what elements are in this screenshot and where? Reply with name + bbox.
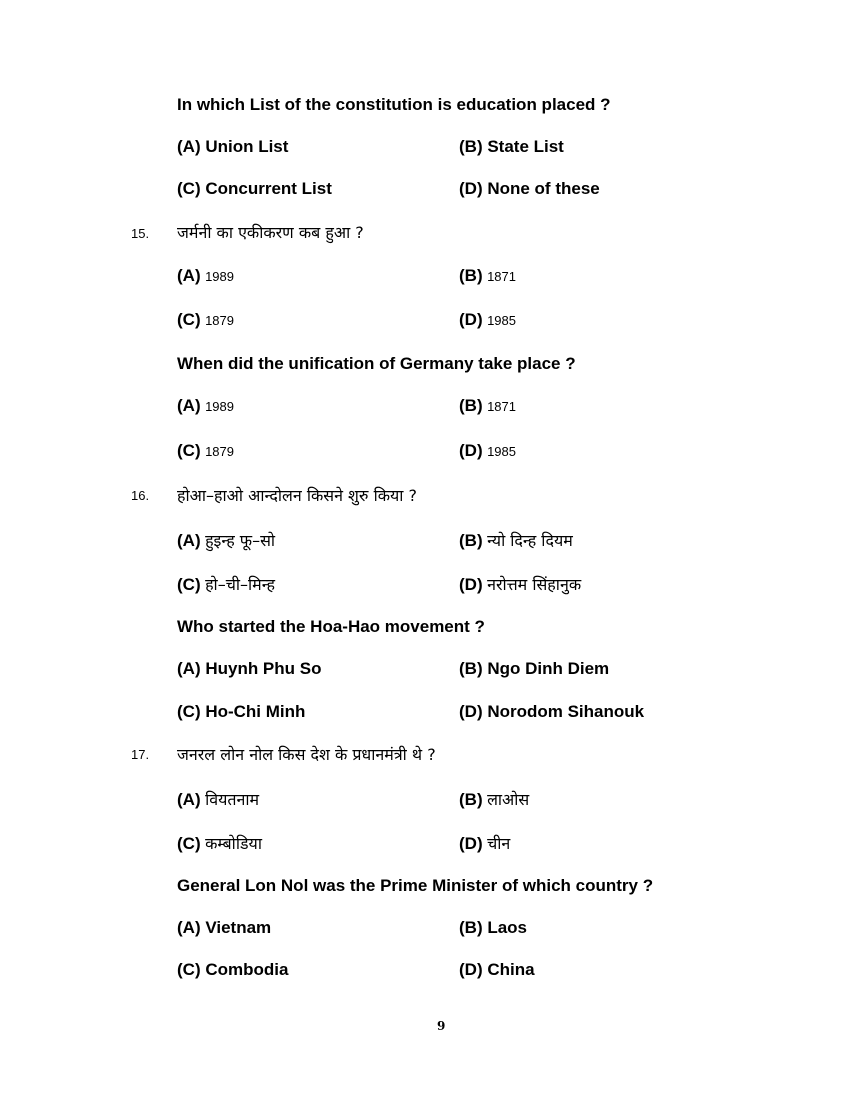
option-text: हुइन्ह फू–सो xyxy=(205,531,276,550)
q14-question-en: In which List of the constitution is education placed ? xyxy=(177,95,611,114)
q17-option-b-hi xyxy=(459,788,529,810)
q16-option-b-hi xyxy=(459,529,573,551)
q16-option-a-hi xyxy=(177,529,275,551)
q17-question-en: General Lon Nol was the Prime Minister of which country ? xyxy=(177,876,654,895)
option-label: (B) xyxy=(459,531,483,550)
option-text: 1871 xyxy=(487,269,516,284)
option-text: न्यो दिन्ह दियम xyxy=(487,531,573,550)
q15-option-a-hi xyxy=(177,266,234,286)
option-label: (C) xyxy=(177,441,201,460)
option-label: (C) xyxy=(177,575,201,594)
q15-option-c-en xyxy=(177,441,234,461)
q17-option-d-hi xyxy=(459,832,510,854)
q17-option-c-hi xyxy=(177,832,262,854)
option-label: (B) xyxy=(459,266,483,285)
option-label: (C) xyxy=(177,310,201,329)
q14-option-b-en: (B) State List xyxy=(459,137,564,156)
option-label: (D) xyxy=(459,441,483,460)
option-label: (D) xyxy=(459,834,483,853)
option-text: 1989 xyxy=(205,399,234,414)
option-label: (C) xyxy=(177,834,201,853)
option-text: चीन xyxy=(487,834,511,853)
q17-option-a-en: (A) Vietnam xyxy=(177,918,272,937)
q15-option-d-hi xyxy=(459,310,516,330)
option-label: (A) xyxy=(177,790,201,809)
q15-option-c-hi xyxy=(177,310,234,330)
q15-option-b-en xyxy=(459,396,516,416)
q16-option-a-en: (A) Huynh Phu So xyxy=(177,659,322,678)
q14-option-c-en: (C) Concurrent List xyxy=(177,179,332,198)
option-text: लाओस xyxy=(487,790,530,809)
q15-option-b-hi xyxy=(459,266,516,286)
option-text: 1985 xyxy=(487,444,516,459)
q17-question-hi: जनरल लोन नोल किस देश के प्रधानमंत्री थे ? xyxy=(177,745,436,764)
q17-option-c-en: (C) Combodia xyxy=(177,960,289,979)
q15-option-a-en xyxy=(177,396,234,416)
q14-option-d-en: (D) None of these xyxy=(459,179,600,198)
q17-option-b-en: (B) Laos xyxy=(459,918,527,937)
q15-question-en: When did the unification of Germany take place ? xyxy=(177,354,576,373)
option-text: 1879 xyxy=(205,313,234,328)
q16-question-hi: होआ–हाओ आन्दोलन किसने शुरु किया ? xyxy=(177,486,418,505)
q15-number: 15. xyxy=(131,226,150,241)
option-label: (A) xyxy=(177,396,201,415)
q16-option-b-en: (B) Ngo Dinh Diem xyxy=(459,659,610,678)
option-text: 1989 xyxy=(205,269,234,284)
option-label: (D) xyxy=(459,575,483,594)
q16-option-c-hi xyxy=(177,573,275,595)
option-label: (A) xyxy=(177,266,201,285)
q17-number: 17. xyxy=(131,747,150,762)
q14-option-a-en: (A) Union List xyxy=(177,137,289,156)
option-text: वियतनाम xyxy=(205,790,260,809)
option-label: (B) xyxy=(459,790,483,809)
option-text: 1985 xyxy=(487,313,516,328)
q15-question-hi: जर्मनी का एकीकरण कब हुआ ? xyxy=(177,223,364,242)
q16-option-d-hi xyxy=(459,573,581,595)
page-number: 9 xyxy=(437,1019,446,1033)
q16-question-en: Who started the Hoa-Hao movement ? xyxy=(177,617,485,636)
option-label: (D) xyxy=(459,310,483,329)
option-text: 1871 xyxy=(487,399,516,414)
q16-number: 16. xyxy=(131,488,150,503)
option-text: कम्बोडिया xyxy=(205,834,262,853)
q17-option-a-hi xyxy=(177,788,259,810)
q15-option-d-en xyxy=(459,441,516,461)
option-label: (B) xyxy=(459,396,483,415)
option-text: नरोत्तम सिंहानुक xyxy=(487,575,582,594)
option-label: (A) xyxy=(177,531,201,550)
option-text: 1879 xyxy=(205,444,234,459)
q16-option-d-en: (D) Norodom Sihanouk xyxy=(459,702,645,721)
q16-option-c-en: (C) Ho-Chi Minh xyxy=(177,702,306,721)
q17-option-d-en: (D) China xyxy=(459,960,535,979)
option-text: हो–ची–मिन्ह xyxy=(205,575,275,594)
